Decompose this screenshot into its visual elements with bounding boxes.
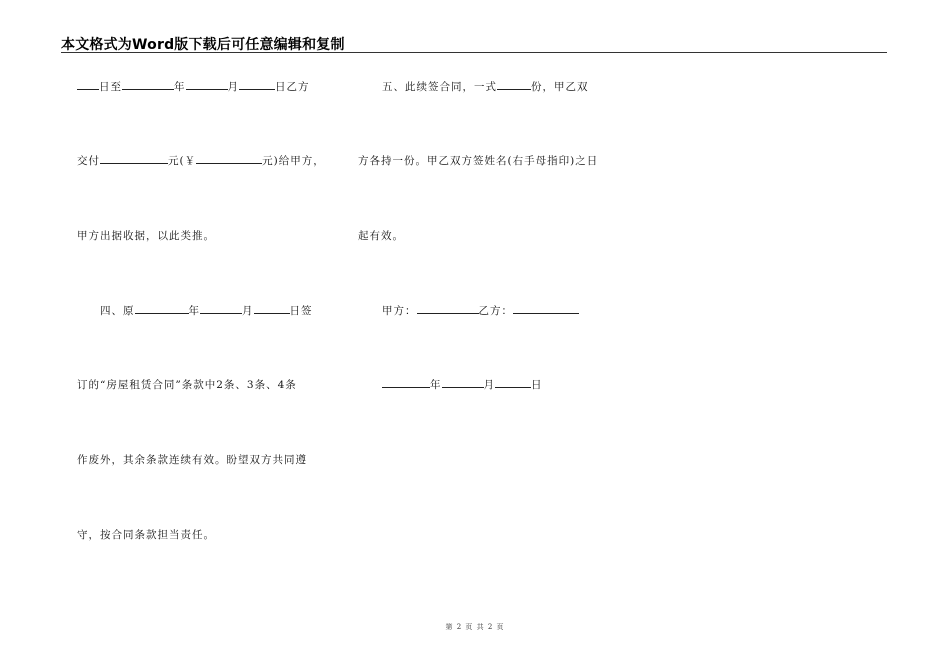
text-day-party-b: 日乙方 [275, 81, 310, 93]
text-party-a: 甲方： [382, 305, 417, 317]
blank-field [186, 80, 228, 90]
text-clause-four: 四、原 [100, 305, 135, 317]
text-yuan-open: 元(￥ [168, 155, 197, 167]
blank-field [200, 304, 242, 314]
blank-field [382, 378, 430, 388]
text-year: 年 [174, 81, 186, 93]
text-day-sign: 日签 [289, 305, 313, 317]
left-line-4 [100, 304, 313, 318]
blank-field [77, 80, 99, 90]
blank-field [254, 304, 290, 314]
blank-field [135, 304, 189, 314]
left-line-3: 甲方出据收据，以此类推。 [77, 230, 215, 242]
left-line-7: 守，按合同条款担当责任。 [77, 529, 215, 541]
blank-field [417, 304, 479, 314]
blank-field [442, 378, 484, 388]
text-day: 日 [531, 379, 543, 391]
text-clause-five: 五、此续签合同，一式 [382, 81, 497, 93]
text-date-to: 日至 [99, 81, 122, 93]
blank-field [497, 80, 531, 90]
right-line-5 [382, 378, 543, 392]
right-line-4 [382, 304, 579, 318]
blank-field [513, 304, 579, 314]
text-yuan-close: 元)给甲方， [262, 155, 325, 167]
text-party-b: 乙方： [478, 305, 513, 317]
blank-field [122, 80, 174, 90]
page-number: 第 2 页 共 2 页 [445, 623, 505, 631]
header-title: 本文格式为Word版下载后可任意编辑和复制 [61, 37, 345, 53]
text-month: 月 [483, 379, 495, 391]
left-line-5: 订的“房屋租赁合同”条款中2条、3条、4条 [77, 379, 297, 391]
left-line-2 [77, 154, 325, 168]
text-month: 月 [242, 305, 254, 317]
text-copies: 份，甲乙双 [531, 81, 589, 93]
header-divider [61, 52, 887, 53]
blank-field [196, 154, 262, 164]
text-year: 年 [430, 379, 442, 391]
left-line-1 [77, 80, 310, 94]
text-month: 月 [227, 81, 239, 93]
text-pay: 交付 [77, 155, 100, 167]
blank-field [495, 378, 531, 388]
right-line-3: 起有效。 [358, 230, 404, 242]
blank-field [239, 80, 275, 90]
blank-field [100, 154, 168, 164]
right-line-2: 方各持一份。甲乙双方签姓名(右手母指印)之日 [358, 155, 599, 167]
right-line-1 [382, 80, 589, 94]
left-line-6: 作废外，其余条款连续有效。盼望双方共同遵 [77, 454, 307, 466]
text-year: 年 [188, 305, 200, 317]
